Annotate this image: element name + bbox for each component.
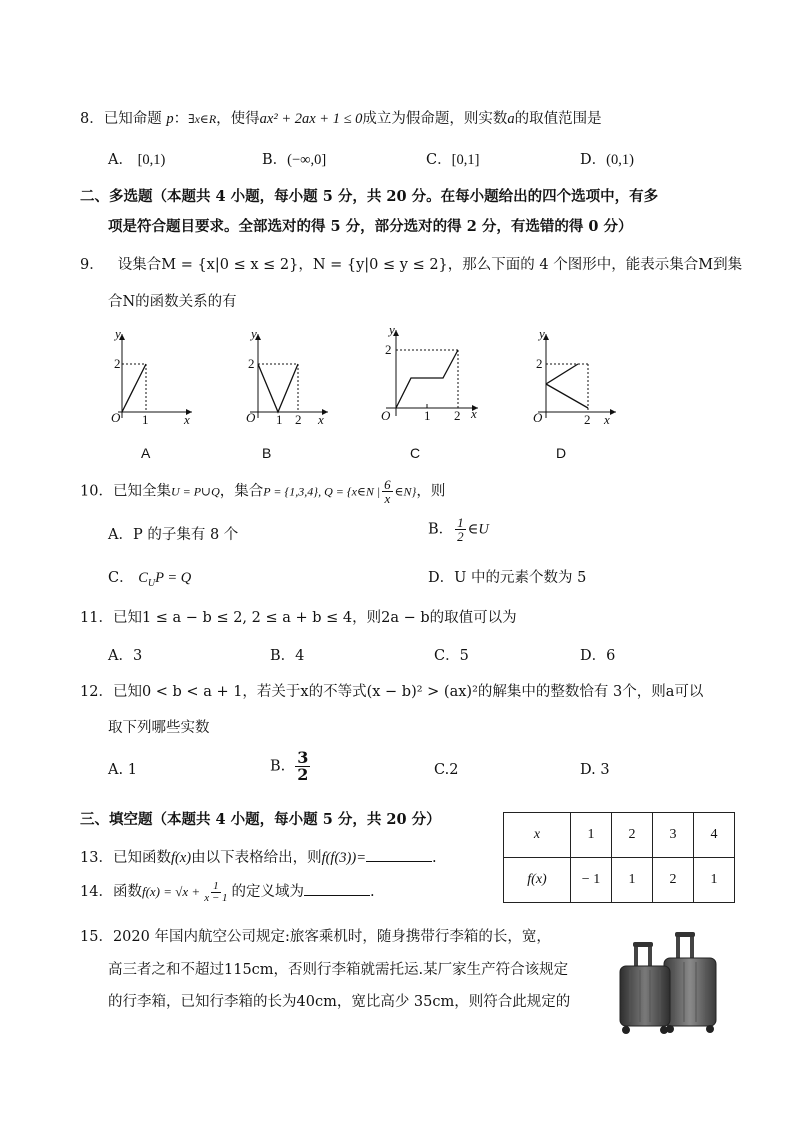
q12-option-a: A. 1 [108, 762, 137, 778]
tick-label: 2 [248, 356, 255, 371]
q8-stem: 8．已知命题 p：∃x∈R，使得ax² + 2ax + 1 ≤ 0成立为假命题，则实数a的取值范围是 [80, 111, 602, 127]
q15-stem-line1: 15．2020 年国内航空公司规定:旅客乘机时，随身携带行李箱的长，宽， [80, 929, 551, 945]
table-row [504, 813, 735, 858]
q11-option-d: D．6 [580, 648, 616, 664]
table-cell: 1 [612, 858, 653, 903]
q9-graph-c [376, 322, 486, 430]
q14-stem: 14．函数f(x) = √x + $\frac{1}{x - 1}$ 的定义域为 . [80, 879, 375, 904]
q8-option-a: A． [0,1) [108, 152, 166, 168]
tick-label: 1 [276, 412, 283, 426]
table-cell: 1 [694, 858, 735, 903]
q9-graph-d-caption: D [556, 445, 567, 461]
q11-number: 11． [80, 610, 113, 626]
q11-stem: 11．已知1 ≤ a − b ≤ 2, 2 ≤ a + b ≤ 4，则2a − b的取值可以为 [80, 610, 517, 626]
suitcase-image [612, 928, 724, 1040]
q9-graph-b [236, 326, 332, 430]
q10-option-c: C． $C_UP = Q$ [108, 570, 192, 589]
y-label: y [251, 326, 257, 341]
q8-option-b: B．(−∞,0] [262, 152, 327, 168]
q9-graph-d [528, 326, 624, 430]
q12-option-d: D. 3 [580, 762, 610, 778]
x-label: x [318, 412, 324, 426]
q11-option-a: A．3 [108, 648, 143, 664]
y-label: y [389, 322, 395, 337]
table-cell: 2 [653, 858, 694, 903]
q11-option-c: C．5 [434, 648, 469, 664]
table-cell: 4 [694, 813, 735, 858]
q9-graph-b-caption: B [262, 445, 272, 461]
q10-number: 10． [80, 483, 113, 500]
q10-option-d: D．U 中的元素个数为 5 [428, 570, 587, 586]
tick-label: 2 [295, 412, 302, 426]
x-label: x [471, 406, 477, 421]
origin-label: O [246, 410, 256, 425]
q11-option-b: B．4 [270, 648, 305, 664]
section2-heading-line2: 项是符合题目要求。全部选对的得 5 分，部分选对的得 2 分，有选错的得 0 分） [108, 218, 633, 235]
q14-number: 14． [80, 884, 113, 900]
y-label: y [115, 326, 121, 341]
q9-graph-a-caption: A [141, 445, 151, 461]
q15-stem-line3: 的行李箱，已知行李箱的长为40cm，宽比高少 35cm，则符合此规定的 [108, 994, 571, 1010]
table-cell: 1 [571, 813, 612, 858]
function-line [546, 384, 588, 408]
table-cell: 3 [653, 813, 694, 858]
table-cell: x [504, 813, 571, 858]
table-cell: 2 [612, 813, 653, 858]
q12-stem-line2: 取下列哪些实数 [108, 720, 210, 736]
function-line [546, 364, 578, 384]
q8-option-d: D．(0,1) [580, 152, 634, 168]
tick-label: 2 [114, 356, 121, 371]
origin-label: O [111, 410, 121, 425]
q13-number: 13． [80, 850, 113, 866]
q10-stem: 10．已知全集U = P∪Q，集合P = {1,3,4}, Q = {x∈N | $\frac{6}{x}$ ∈N}，则 [80, 477, 446, 506]
answer-blank[interactable] [366, 847, 432, 862]
tick-label: 2 [584, 412, 591, 426]
q9-graph-a [104, 326, 200, 430]
q15-number: 15． [80, 929, 113, 945]
q9-graph-c-caption: C [410, 445, 421, 461]
table-cell: − 1 [571, 858, 612, 903]
answer-blank[interactable] [304, 881, 370, 896]
x-label: x [184, 412, 190, 426]
tick-label: 2 [536, 356, 543, 371]
q12-option-c: C.2 [434, 762, 459, 778]
function-line [396, 350, 458, 408]
q13-stem: 13．已知函数f(x)由以下表格给出，则f(f(3))= . [80, 846, 437, 867]
q8-option-c: C．[0,1] [426, 152, 480, 168]
q10-option-a: A．P 的子集有 8 个 [108, 527, 239, 543]
x-label: x [604, 412, 610, 426]
suitcase-large-icon [664, 932, 716, 1033]
q10-option-b: B． $\frac{1}{2}$ ∈U [428, 515, 489, 544]
table-cell: f(x) [504, 858, 571, 903]
section3-heading: 三、填空题（本题共 4 小题，每小题 5 分，共 20 分） [80, 811, 441, 828]
y-label: y [539, 326, 545, 341]
origin-label: O [533, 410, 543, 425]
suitcase-small-icon [620, 942, 670, 1034]
q15-stem-line2: 高三者之和不超过115cm，否则行李箱就需托运.某厂家生产符合该规定 [108, 962, 569, 978]
table-row [504, 858, 735, 903]
q12-stem-line1: 12．已知0 < b < a + 1，若关于x的不等式(x − b)² > (ax)²的解集中的整数恰有 3个，则a可以 [80, 684, 704, 700]
q12-option-b: B. $\frac{3}{2}$ [270, 748, 309, 784]
function-value-table [503, 812, 735, 903]
q9-stem-line2: 合N的函数关系的有 [108, 294, 237, 310]
tick-label: 1 [142, 412, 149, 426]
tick-label: 2 [385, 342, 392, 357]
function-line [122, 364, 146, 412]
q8-number: 8． [80, 111, 104, 127]
q9-stem-line1: 9． 设集合M = {x|0 ≤ x ≤ 2}，N = {y|0 ≤ y ≤ 2}，那么下面的 4 个图形中，能表示集合M到集 [80, 257, 743, 273]
tick-label: 1 [424, 408, 431, 423]
q9-number: 9． [80, 257, 104, 273]
q12-number: 12． [80, 684, 113, 700]
origin-label: O [381, 408, 391, 423]
tick-label: 2 [454, 408, 461, 423]
section2-heading-line1: 二、多选题（本题共 4 小题，每小题 5 分，共 20 分。在每小题给出的四个选项中，有多 [80, 188, 659, 205]
x-arrow-icon [610, 409, 616, 415]
function-line [258, 364, 298, 412]
